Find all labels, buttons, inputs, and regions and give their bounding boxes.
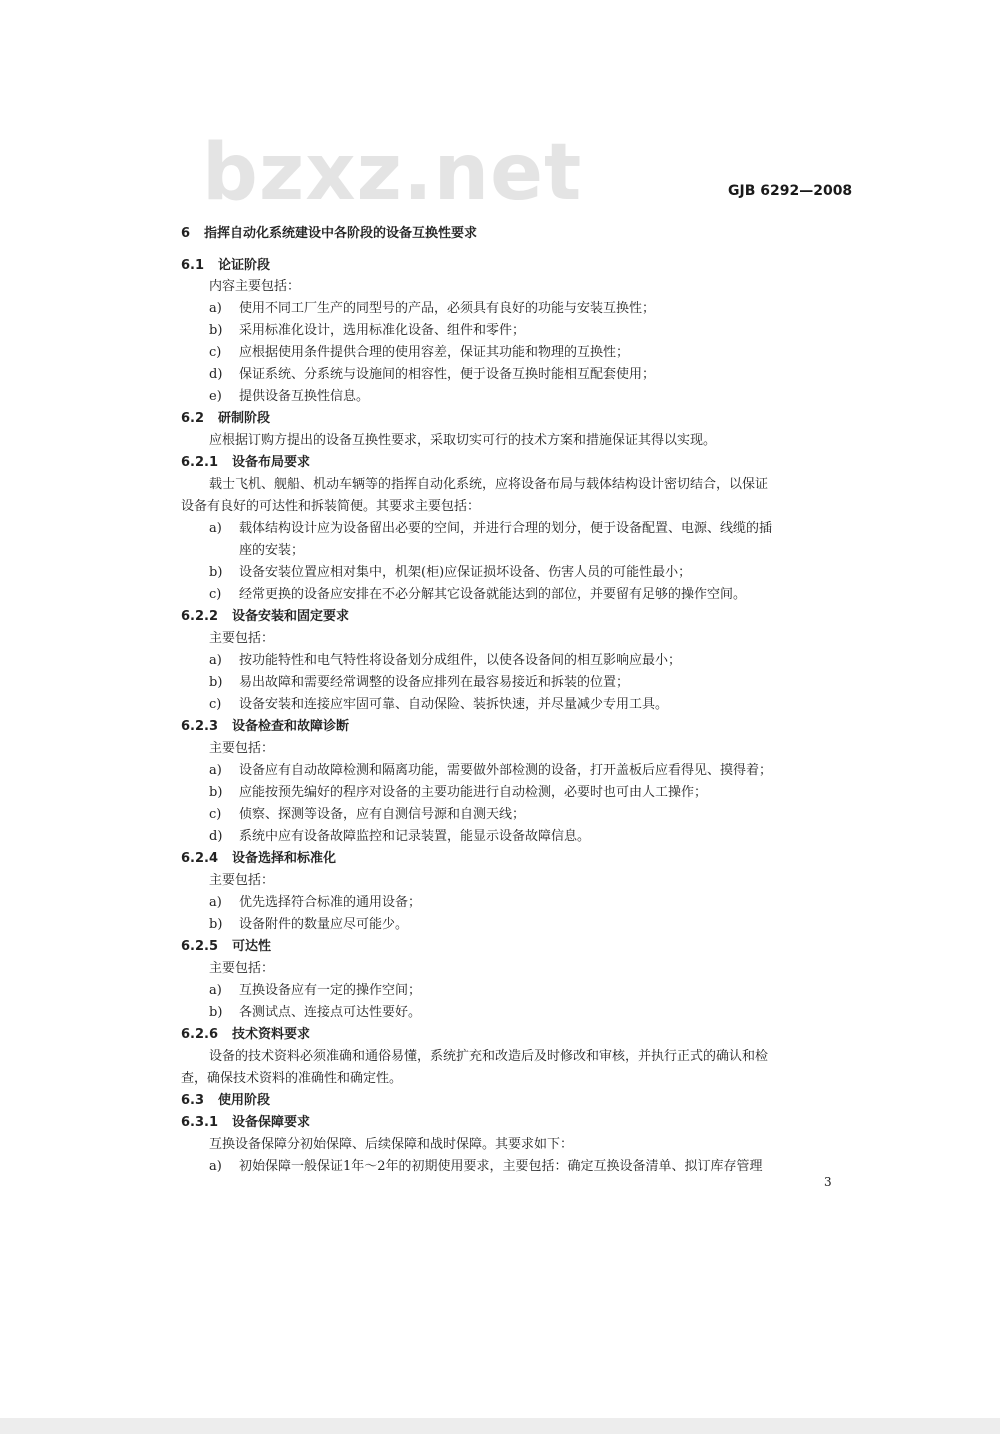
subsection-title: 设备保障要求 (232, 1115, 311, 1130)
list-marker: d) (209, 367, 223, 382)
list-marker: b) (209, 1005, 223, 1020)
list-item (209, 322, 525, 340)
subsection-heading (181, 410, 270, 428)
subsection-heading (181, 257, 270, 275)
watermark: bzxz.net (202, 128, 583, 218)
list-item-text: 按功能特性和电气特性将设备划分成组件，以使各设备间的相互影响应最小； (239, 653, 682, 668)
subsection-number: 6.2 (181, 411, 205, 426)
list-marker: a) (209, 301, 222, 316)
list-item (209, 344, 629, 362)
subsection-number: 6.3.1 (181, 1115, 219, 1130)
paragraph: 主要包括： (209, 961, 275, 976)
list-marker: c) (209, 807, 222, 822)
list-marker: b) (209, 565, 223, 580)
subsection-heading (181, 718, 349, 736)
subsection-number: 6.1 (181, 258, 205, 273)
subsection-title: 设备选择和标准化 (232, 851, 337, 866)
list-item-text: 系统中应有设备故障监控和记录装置，能显示设备故障信息。 (239, 829, 591, 844)
list-marker: e) (209, 389, 222, 404)
list-item-text: 各测试点、连接点可达性要好。 (239, 1005, 422, 1020)
list-marker: b) (209, 675, 223, 690)
list-item (209, 520, 772, 538)
paragraph-continuation: 查，确保技术资料的准确性和确定性。 (181, 1071, 403, 1086)
paragraph-continuation: 设备有良好的可达性和拆装简便。其要求主要包括： (181, 499, 481, 514)
bottom-bar (0, 1418, 1000, 1434)
subsection-number: 6.2.4 (181, 851, 219, 866)
list-item (209, 894, 421, 912)
list-item-text: 侦察、探测等设备，应有自测信号源和自测天线； (239, 807, 526, 822)
list-item-text: 应能按预先编好的程序对设备的主要功能进行自动检测，必要时也可由人工操作； (239, 785, 708, 800)
list-item (209, 784, 707, 802)
subsection-title: 技术资料要求 (232, 1027, 311, 1042)
paragraph: 主要包括： (209, 631, 275, 646)
list-marker: a) (209, 983, 222, 998)
section-number: 6 (181, 226, 191, 241)
list-item-text: 载体结构设计应为设备留出必要的空间，并进行合理的划分，便于设备配置、电源、线缆的插 (239, 521, 773, 536)
list-marker: c) (209, 345, 222, 360)
list-item-text: 使用不同工厂生产的同型号的产品，必须具有良好的功能与安装互换性； (239, 301, 656, 316)
list-marker: b) (209, 917, 223, 932)
list-item-text: 应根据使用条件提供合理的使用容差，保证其功能和物理的互换性； (239, 345, 630, 360)
section-heading (181, 225, 477, 243)
subsection-heading (181, 1092, 270, 1110)
subsection-title: 设备安装和固定要求 (232, 609, 350, 624)
list-item (209, 1158, 763, 1176)
subsection-number: 6.2.3 (181, 719, 219, 734)
paragraph: 载士飞机、舰船、机动车辆等的指挥自动化系统，应将设备布局与载体结构设计密切结合，以保证 (209, 477, 769, 492)
list-marker: a) (209, 521, 222, 536)
list-item-text: 易出故障和需要经常调整的设备应排列在最容易接近和拆装的位置； (239, 675, 630, 690)
list-item-continuation: 座的安装； (239, 543, 305, 558)
list-item (209, 564, 691, 582)
paragraph: 应根据订购方提出的设备互换性要求，采取切实可行的技术方案和措施保证其得以实现。 (209, 433, 717, 448)
list-marker: a) (209, 895, 222, 910)
paragraph: 内容主要包括： (209, 279, 301, 294)
list-item-text: 采用标准化设计，选用标准化设备、组件和零件； (239, 323, 526, 338)
list-item (209, 300, 655, 318)
list-item-text: 提供设备互换性信息。 (239, 389, 370, 404)
list-item-text: 保证系统、分系统与设施间的相容性，便于设备互换时能相互配套使用； (239, 367, 656, 382)
paragraph: 主要包括： (209, 741, 275, 756)
list-item (209, 828, 590, 846)
list-item-text: 初始保障一般保证1年～2年的初期使用要求，主要包括：确定互换设备清单、拟订库存管理 (239, 1159, 763, 1174)
list-item (209, 652, 681, 670)
subsection-number: 6.2.6 (181, 1027, 219, 1042)
list-marker: a) (209, 653, 222, 668)
list-marker: b) (209, 323, 223, 338)
subsection-number: 6.2.5 (181, 939, 219, 954)
list-item (209, 366, 655, 384)
paragraph: 互换设备保障分初始保障、后续保障和战时保障。其要求如下： (209, 1137, 574, 1152)
list-item (209, 1004, 421, 1022)
subsection-heading (181, 1114, 310, 1132)
list-marker: c) (209, 697, 222, 712)
list-item (209, 674, 629, 692)
standard-code: GJB 6292—2008 (728, 183, 853, 199)
subsection-heading (181, 1026, 310, 1044)
subsection-number: 6.2.1 (181, 455, 219, 470)
subsection-heading (181, 608, 349, 626)
list-item-text: 优先选择符合标准的通用设备； (239, 895, 422, 910)
paragraph: 主要包括： (209, 873, 275, 888)
list-item (209, 388, 369, 406)
subsection-title: 论证阶段 (218, 258, 271, 273)
list-item (209, 806, 525, 824)
list-item-text: 设备附件的数量应尽可能少。 (239, 917, 409, 932)
list-item (209, 982, 421, 1000)
list-item (209, 586, 746, 604)
list-marker: a) (209, 1159, 222, 1174)
subsection-title: 设备布局要求 (232, 455, 311, 470)
subsection-number: 6.2.2 (181, 609, 219, 624)
subsection-title: 可达性 (232, 939, 272, 954)
page-number: 3 (824, 1175, 832, 1189)
list-item-text: 经常更换的设备应安排在不必分解其它设备就能达到的部位，并要留有足够的操作空间。 (239, 587, 747, 602)
list-item (209, 916, 408, 934)
subsection-heading (181, 938, 271, 956)
list-item-text: 设备应有自动故障检测和隔离功能，需要做外部检测的设备，打开盖板后应看得见、摸得着； (239, 763, 773, 778)
list-item-text: 设备安装位置应相对集中，机架(柜)应保证损坏设备、伤害人员的可能性最小； (239, 565, 692, 580)
list-marker: c) (209, 587, 222, 602)
subsection-title: 设备检查和故障诊断 (232, 719, 350, 734)
paragraph: 设备的技术资料必须准确和通俗易懂，系统扩充和改造后及时修改和审核，并执行正式的确认和检 (209, 1049, 769, 1064)
list-item (209, 762, 772, 780)
subsection-title: 研制阶段 (218, 411, 271, 426)
subsection-title: 使用阶段 (218, 1093, 271, 1108)
list-item-text: 设备安装和连接应牢固可靠、自动保险、装拆快速，并尽量减少专用工具。 (239, 697, 669, 712)
section-title: 指挥自动化系统建设中各阶段的设备互换性要求 (204, 226, 478, 241)
list-marker: d) (209, 829, 223, 844)
list-item-text: 互换设备应有一定的操作空间； (239, 983, 422, 998)
list-marker: b) (209, 785, 223, 800)
list-item (209, 696, 668, 714)
list-marker: a) (209, 763, 222, 778)
subsection-heading (181, 850, 336, 868)
subsection-number: 6.3 (181, 1093, 205, 1108)
subsection-heading (181, 454, 310, 472)
